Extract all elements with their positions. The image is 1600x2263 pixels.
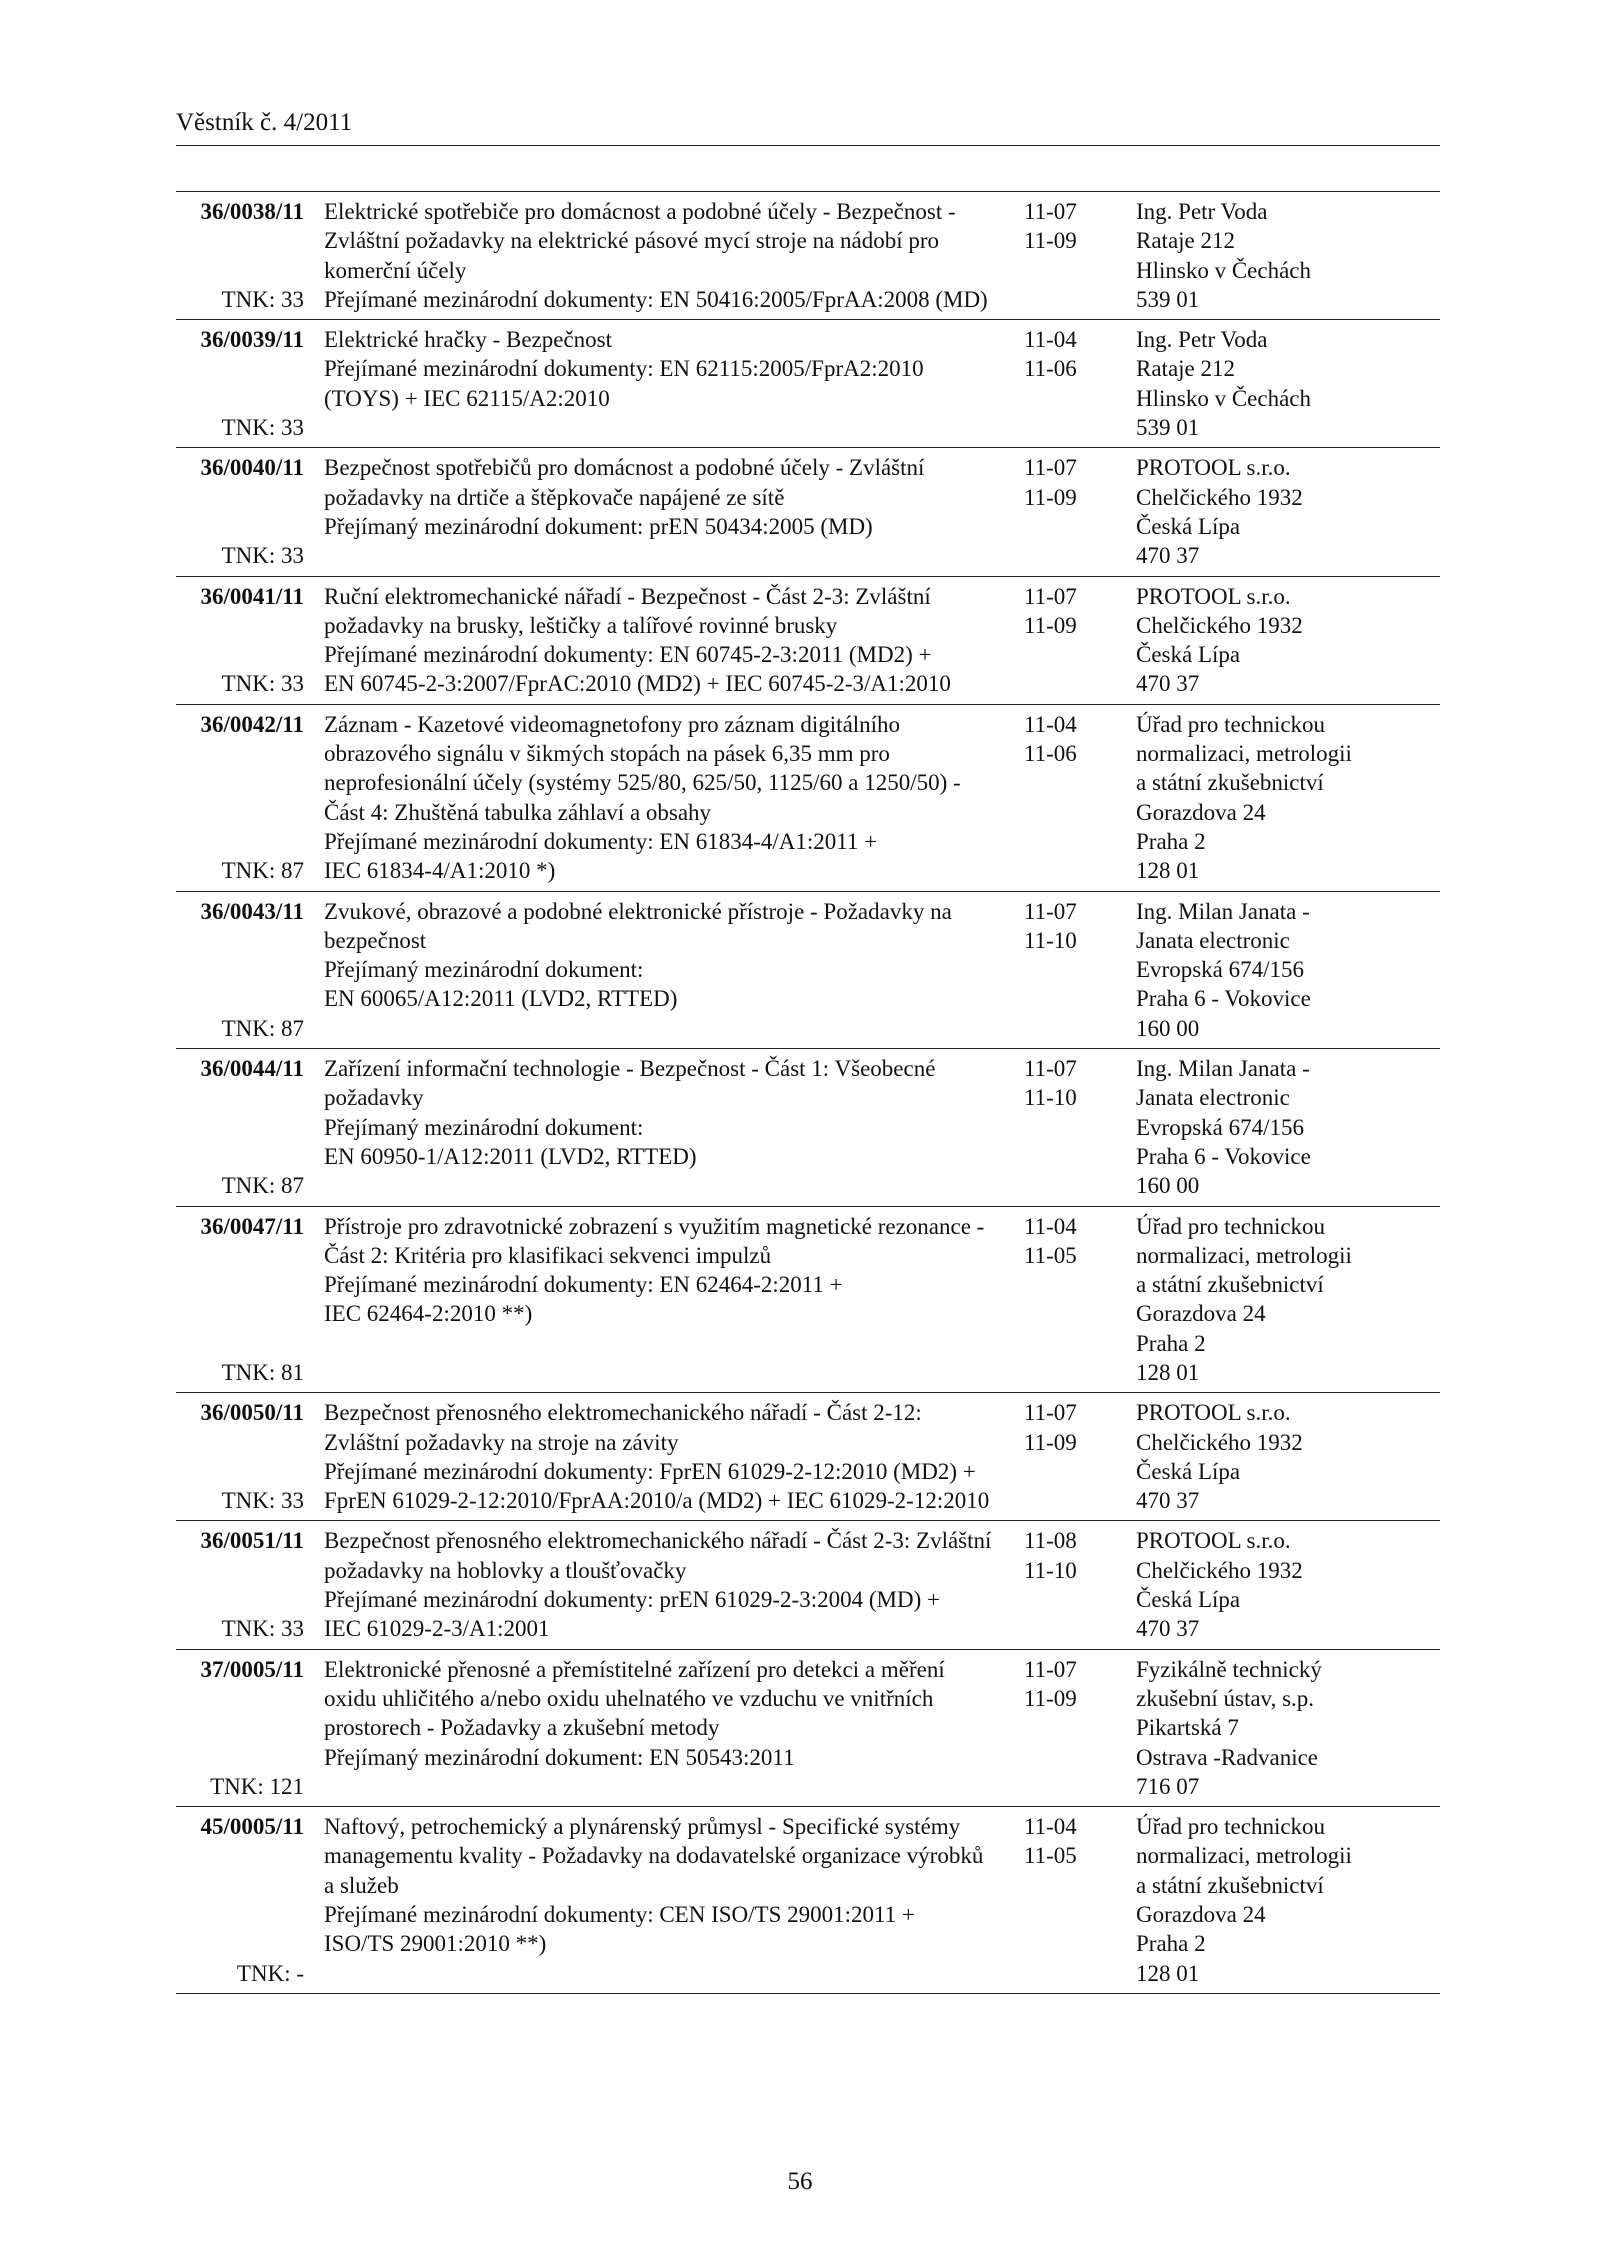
address-line: PROTOOL s.r.o. [1136,583,1291,609]
number-cell [176,892,304,1048]
address-line: Chelčického 1932 [1136,612,1303,638]
standard-number: 36/0041/11 [200,583,304,609]
description-line: Zařízení informační technologie - Bezpečnost - Část 1: Všeobecné [324,1056,936,1082]
address-line: a státní zkušebnictví [1136,1872,1324,1898]
tnk-label: TNK: 33 [221,671,304,697]
description-line: Zvláštní požadavky na stroje na závity [324,1429,679,1455]
description-line: a služeb [324,1872,399,1898]
address-line: 128 01 [1136,1359,1200,1385]
address-cell [1136,320,1440,447]
page-header-title: Věstník č. 4/2011 [176,109,353,136]
tnk-label: TNK: - [236,1960,304,1986]
address-cell [1136,1807,1440,1993]
address-line: Praha 6 - Vokovice [1136,986,1311,1012]
address-line: Rataje 212 [1136,356,1235,382]
description-line: Přístroje pro zdravotnické zobrazení s využitím magnetické rezonance - [324,1213,985,1239]
address-line: a státní zkušebnictví [1136,770,1324,796]
description-line: Přejímaný mezinárodní dokument: prEN 50434:2005 (MD) [324,513,873,539]
date-line: 11-05 [1024,1242,1077,1268]
address-line: zkušební ústav, s.p. [1136,1685,1315,1711]
address-line: Úřad pro technickou [1136,1213,1326,1239]
table-row [176,448,1440,576]
description-line: FprEN 61029-2-12:2010/FprAA:2010/a (MD2) + IEC 61029-2-12:2010 [324,1488,990,1514]
table-row [176,892,1440,1049]
dates-cell [1024,1049,1136,1205]
address-line: 539 01 [1136,415,1200,441]
description-line: Zvukové, obrazové a podobné elektronické přístroje - Požadavky na [324,898,952,924]
number-cell [176,192,304,319]
number-cell [176,1521,304,1648]
description-line: Ruční elektromechanické nářadí - Bezpečnost - Část 2-3: Zvláštní [324,583,931,609]
address-line: 716 07 [1136,1773,1200,1799]
description-line: Bezpečnost spotřebičů pro domácnost a podobné účely - Zvláštní [324,455,925,481]
address-line: Česká Lípa [1136,642,1241,668]
address-line: 128 01 [1136,1960,1200,1986]
number-cell [176,320,304,447]
date-line: 11-05 [1024,1843,1077,1869]
table-row [176,1393,1440,1521]
address-line: Ing. Petr Voda [1136,327,1268,353]
description-line: Záznam - Kazetové videomagnetofony pro záznam digitálního [324,711,901,737]
tnk-label: TNK: 33 [221,1616,304,1642]
address-line: 470 37 [1136,1616,1200,1642]
dates-cell [1024,1807,1136,1993]
number-cell [176,1650,304,1806]
description-line: Naftový, petrochemický a plynárenský průmysl - Specifické systémy [324,1814,961,1840]
address-line: Praha 6 - Vokovice [1136,1143,1311,1169]
dates-cell [1024,192,1136,319]
address-line: Ing. Milan Janata - [1136,1056,1310,1082]
description-cell [324,705,1024,891]
date-line: 11-08 [1024,1528,1077,1554]
address-line: PROTOOL s.r.o. [1136,455,1291,481]
tnk-label: TNK: 33 [221,286,304,312]
description-line: bezpečnost [324,927,427,953]
standard-number: 36/0051/11 [200,1528,304,1554]
address-line: 160 00 [1136,1015,1200,1041]
table-row [176,320,1440,448]
address-line: Chelčického 1932 [1136,484,1303,510]
table-row [176,705,1440,892]
table-row [176,1807,1440,1994]
address-line: Gorazdova 24 [1136,1301,1266,1327]
page-number: 56 [787,2168,813,2195]
dates-cell [1024,320,1136,447]
date-line: 11-10 [1024,1557,1077,1583]
description-cell [324,1393,1024,1520]
address-line: Česká Lípa [1136,1458,1241,1484]
description-cell [324,1521,1024,1648]
description-cell [324,1650,1024,1806]
date-line: 11-06 [1024,356,1077,382]
address-line: Janata electronic [1136,927,1290,953]
date-line: 11-09 [1024,612,1077,638]
number-cell [176,577,304,704]
date-line: 11-07 [1024,1400,1077,1426]
dates-cell [1024,577,1136,704]
description-cell [324,192,1024,319]
tnk-label: TNK: 33 [221,543,304,569]
description-line: prostorech - Požadavky a zkušební metody [324,1715,720,1741]
description-line: Přejímané mezinárodní dokumenty: prEN 61029-2-3:2004 (MD) + [324,1587,940,1613]
address-line: Pikartská 7 [1136,1715,1239,1741]
tnk-label: TNK: 87 [221,1173,304,1199]
number-cell [176,1393,304,1520]
address-cell [1136,1521,1440,1648]
address-line: PROTOOL s.r.o. [1136,1400,1291,1426]
description-cell [324,577,1024,704]
standard-number: 37/0005/11 [200,1656,304,1682]
description-line: komerční účely [324,257,467,283]
description-line: Část 2: Kritéria pro klasifikaci sekvenci impulzů [324,1242,772,1268]
address-line: Ing. Petr Voda [1136,199,1268,224]
address-line: 470 37 [1136,543,1200,569]
number-cell [176,1049,304,1205]
address-line: Chelčického 1932 [1136,1429,1303,1455]
address-line: 128 01 [1136,858,1200,884]
address-line: Česká Lípa [1136,1587,1241,1613]
address-line: Chelčického 1932 [1136,1557,1303,1583]
standard-number: 36/0038/11 [200,199,304,224]
address-line: Rataje 212 [1136,228,1235,254]
tnk-label: TNK: 33 [221,1488,304,1514]
description-line: neprofesionální účely (systémy 525/80, 625/50, 1125/60 a 1250/50) - [324,770,961,796]
dates-cell [1024,892,1136,1048]
description-line: požadavky na brusky, leštičky a talířové rovinné brusky [324,612,838,638]
date-line: 11-09 [1024,1429,1077,1455]
date-line: 11-07 [1024,583,1077,609]
description-line: Přejímané mezinárodní dokumenty: EN 50416:2005/FprAA:2008 (MD) [324,286,988,312]
description-line: Přejímaný mezinárodní dokument: EN 50543:2011 [324,1744,795,1770]
address-line: 539 01 [1136,286,1200,312]
address-line: Gorazdova 24 [1136,1902,1266,1928]
date-line: 11-04 [1024,327,1077,353]
standard-number: 36/0039/11 [200,327,304,353]
standard-number: 36/0047/11 [200,1213,304,1239]
number-cell [176,1207,304,1393]
dates-cell [1024,1393,1136,1520]
address-line: Praha 2 [1136,1931,1206,1957]
table-row [176,1049,1440,1206]
tnk-label: TNK: 121 [210,1773,304,1799]
address-cell [1136,705,1440,891]
date-line: 11-04 [1024,711,1077,737]
description-line: obrazového signálu v šikmých stopách na pásek 6,35 mm pro [324,741,890,767]
date-line: 11-09 [1024,228,1077,254]
date-line: 11-10 [1024,927,1077,953]
table-row [176,192,1440,320]
description-line: (TOYS) + IEC 62115/A2:2010 [324,385,610,411]
address-cell [1136,1207,1440,1393]
description-cell [324,320,1024,447]
date-line: 11-10 [1024,1085,1077,1111]
address-line: Úřad pro technickou [1136,711,1326,737]
date-line: 11-07 [1024,1056,1077,1082]
description-line: požadavky [324,1085,424,1111]
dates-cell [1024,1650,1136,1806]
address-line: Gorazdova 24 [1136,799,1266,825]
address-cell [1136,1049,1440,1205]
address-line: Česká Lípa [1136,513,1241,539]
address-line: a státní zkušebnictví [1136,1272,1324,1298]
address-line: Praha 2 [1136,1330,1206,1356]
date-line: 11-07 [1024,455,1077,481]
standard-number: 36/0042/11 [200,711,304,737]
description-line: Přejímané mezinárodní dokumenty: EN 62115:2005/FprA2:2010 [324,356,924,382]
description-line: Elektrické hračky - Bezpečnost [324,327,613,353]
address-line: 470 37 [1136,671,1200,697]
address-line: Fyzikálně technický [1136,1656,1322,1682]
date-line: 11-09 [1024,1685,1077,1711]
description-line: IEC 61029-2-3/A1:2001 [324,1616,550,1642]
address-line: PROTOOL s.r.o. [1136,1528,1291,1554]
description-line: Část 4: Zhuštěná tabulka záhlaví a obsahy [324,799,712,825]
description-line: Přejímané mezinárodní dokumenty: FprEN 61029-2-12:2010 (MD2) + [324,1458,976,1484]
standard-number: 36/0040/11 [200,455,304,481]
description-line: Elektronické přenosné a přemístitelné zařízení pro detekci a měření [324,1656,945,1682]
description-line: Přejímaný mezinárodní dokument: [324,1114,644,1140]
address-line: normalizaci, metrologii [1136,1843,1352,1869]
address-line: Ing. Milan Janata - [1136,898,1310,924]
standard-number: 36/0044/11 [200,1056,304,1082]
description-line: Elektrické spotřebiče pro domácnost a podobné účely - Bezpečnost - [324,199,956,224]
number-cell [176,448,304,575]
description-line: IEC 61834-4/A1:2010 *) [324,858,556,884]
description-line: EN 60950-1/A12:2011 (LVD2, RTTED) [324,1143,697,1169]
dates-cell [1024,705,1136,891]
description-line: požadavky na drtiče a štěpkovače napájené ze sítě [324,484,785,510]
description-line: EN 60745-2-3:2007/FprAC:2010 (MD2) + IEC 60745-2-3/A1:2010 [324,671,951,697]
description-line: ISO/TS 29001:2010 **) [324,1931,547,1957]
address-line: 160 00 [1136,1173,1200,1199]
description-line: managementu kvality - Požadavky na dodavatelské organizace výrobků [324,1843,984,1869]
address-cell [1136,1393,1440,1520]
description-line: IEC 62464-2:2010 **) [324,1301,533,1327]
address-cell [1136,892,1440,1048]
address-line: Úřad pro technickou [1136,1814,1326,1840]
address-line: Janata electronic [1136,1085,1290,1111]
header-rule [176,145,1440,146]
address-line: Hlinsko v Čechách [1136,385,1312,411]
address-cell [1136,192,1440,319]
description-line: Přejímané mezinárodní dokumenty: EN 61834-4/A1:2011 + [324,828,878,854]
date-line: 11-04 [1024,1814,1077,1840]
number-cell [176,705,304,891]
table-row [176,577,1440,705]
address-line: 470 37 [1136,1488,1200,1514]
address-line: Evropská 674/156 [1136,957,1305,983]
address-line: Praha 2 [1136,828,1206,854]
address-line: normalizaci, metrologii [1136,1242,1352,1268]
description-cell [324,448,1024,575]
date-line: 11-09 [1024,484,1077,510]
date-line: 11-06 [1024,741,1077,767]
description-line: Přejímané mezinárodní dokumenty: EN 60745-2-3:2011 (MD2) + [324,642,932,668]
description-line: EN 60065/A12:2011 (LVD2, RTTED) [324,986,678,1012]
date-line: 11-07 [1024,199,1077,224]
description-line: Přejímaný mezinárodní dokument: [324,957,644,983]
description-cell [324,1807,1024,1993]
number-cell [176,1807,304,1993]
address-line: normalizaci, metrologii [1136,741,1352,767]
address-cell [1136,448,1440,575]
address-line: Evropská 674/156 [1136,1114,1305,1140]
description-cell [324,892,1024,1048]
table-row [176,1521,1440,1649]
dates-cell [1024,1521,1136,1648]
standard-number: 45/0005/11 [200,1814,304,1840]
description-line: Zvláštní požadavky na elektrické pásové mycí stroje na nádobí pro [324,228,940,254]
standard-number: 36/0043/11 [200,898,304,924]
tnk-label: TNK: 87 [221,858,304,884]
description-line: Bezpečnost přenosného elektromechanického nářadí - Část 2-3: Zvláštní [324,1528,992,1554]
dates-cell [1024,1207,1136,1393]
date-line: 11-07 [1024,898,1077,924]
table-row [176,1650,1440,1807]
description-line: Přejímané mezinárodní dokumenty: EN 62464-2:2011 + [324,1272,843,1298]
address-cell [1136,577,1440,704]
address-line: Ostrava -Radvanice [1136,1744,1319,1770]
description-line: Přejímané mezinárodní dokumenty: CEN ISO/TS 29001:2011 + [324,1902,915,1928]
address-line: Hlinsko v Čechách [1136,257,1312,283]
address-cell [1136,1650,1440,1806]
date-line: 11-07 [1024,1656,1077,1682]
description-cell [324,1207,1024,1393]
standard-number: 36/0050/11 [200,1400,304,1426]
description-cell [324,1049,1024,1205]
dates-cell [1024,448,1136,575]
table-row [176,1207,1440,1394]
date-line: 11-04 [1024,1213,1077,1239]
description-line: oxidu uhličitého a/nebo oxidu uhelnatého ve vzduchu ve vnitřních [324,1685,934,1711]
description-line: požadavky na hoblovky a tloušťovačky [324,1557,687,1583]
description-line: Bezpečnost přenosného elektromechanického nářadí - Část 2-12: [324,1400,922,1426]
tnk-label: TNK: 87 [221,1015,304,1041]
tnk-label: TNK: 33 [221,415,304,441]
standards-table [176,192,1440,1994]
tnk-label: TNK: 81 [221,1359,304,1385]
